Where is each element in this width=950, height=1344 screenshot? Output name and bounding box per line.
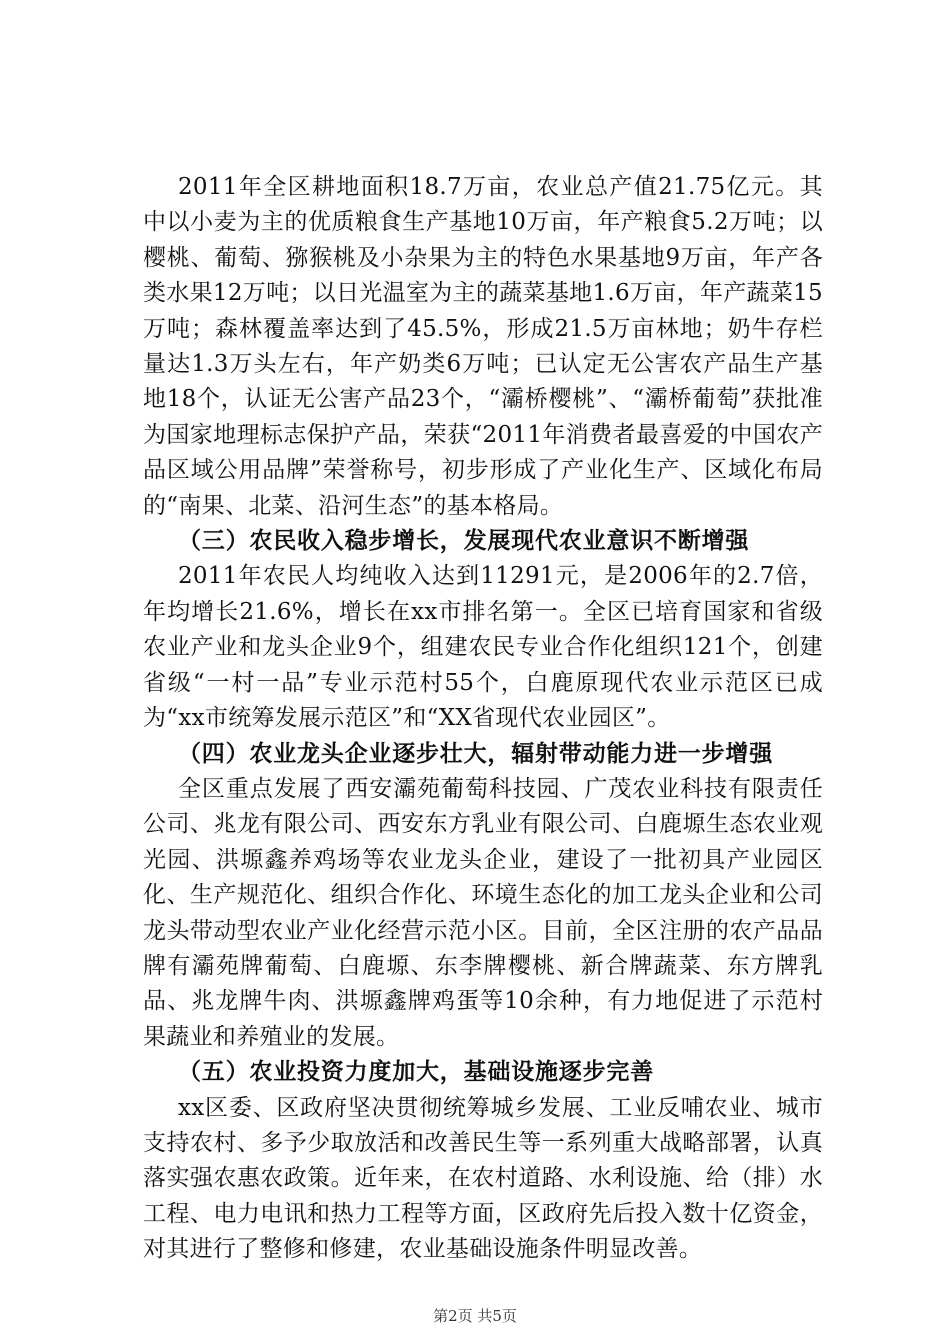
document-body	[143, 170, 823, 1268]
paragraph-leading-enterprises: 全区重点发展了西安灞苑葡萄科技园、广茂农业科技有限责任公司、兆龙有限公司、西安东方乳业有限公司、白鹿塬生态农业观光园、洪塬鑫养鸡场等农业龙头企业，建设了一批初具产业园区化、生产规范化、组织合作化、环境生态化的加工龙头企业和公司龙头带动型农业产业化经营示范小区。目前，全区注册的农产品品牌有灞苑牌葡萄、白鹿塬、东李牌樱桃、新合牌蔬菜、东方牌乳品、兆龙牌牛肉、洪塬鑫牌鸡蛋等10余种，有力地促进了示范村果蔬业和养殖业的发展。	[143, 775, 823, 1050]
paragraph-farmer-income: 2011年农民人均纯收入达到11291元，是2006年的2.7倍，年均增长21.6%，增长在xx市排名第一。全区已培育国家和省级农业产业和龙头企业9个，组建农民专业合作化组织121个，创建省级“一村一品”专业示范村55个，白鹿原现代农业示范区已成为“xx市统筹发展示范区”和“XX省现代农业园区”。	[143, 563, 823, 732]
section-heading-3: （三）农民收入稳步增长，发展现代农业意识不断增强	[178, 528, 750, 555]
section-heading-5: （五）农业投资力度加大，基础设施逐步完善	[178, 1059, 654, 1086]
paragraph-farmland-output: 2011年全区耕地面积18.7万亩，农业总产值21.75亿元。其中以小麦为主的优质粮食生产基地10万亩，年产粮食5.2万吨；以樱桃、葡萄、猕猴桃及小杂果为主的特色水果基地9万亩，年产各类水果12万吨；以日光温室为主的蔬菜基地1.6万亩，年产蔬菜15万吨；森林覆盖率达到了45.5%，形成21.5万亩林地；奶牛存栏量达1.3万头左右，年产奶类6万吨；已认定无公害农产品生产基地18个，认证无公害产品23个，“灞桥樱桃”、“灞桥葡萄”获批准为国家地理标志保护产品，荣获“2011年消费者最喜爱的中国农产品区域公用品牌”荣誉称号，初步形成了产业化生产、区域化布局的“南果、北菜、沿河生态”的基本格局。	[143, 174, 823, 519]
page-number-footer: 第2页 共5页	[433, 1307, 517, 1325]
section-heading-4: （四）农业龙头企业逐步壮大，辐射带动能力进一步增强	[178, 740, 773, 767]
paragraph-infrastructure: xx区委、区政府坚决贯彻统筹城乡发展、工业反哺农业、城市支持农村、多予少取放活和改善民生等一系列重大战略部署，认真落实强农惠农政策。近年来，在农村道路、水利设施、给（排）水工程、电力电讯和热力工程等方面，区政府先后投入数十亿资金，对其进行了整修和修建，农业基础设施条件明显改善。	[143, 1094, 823, 1263]
